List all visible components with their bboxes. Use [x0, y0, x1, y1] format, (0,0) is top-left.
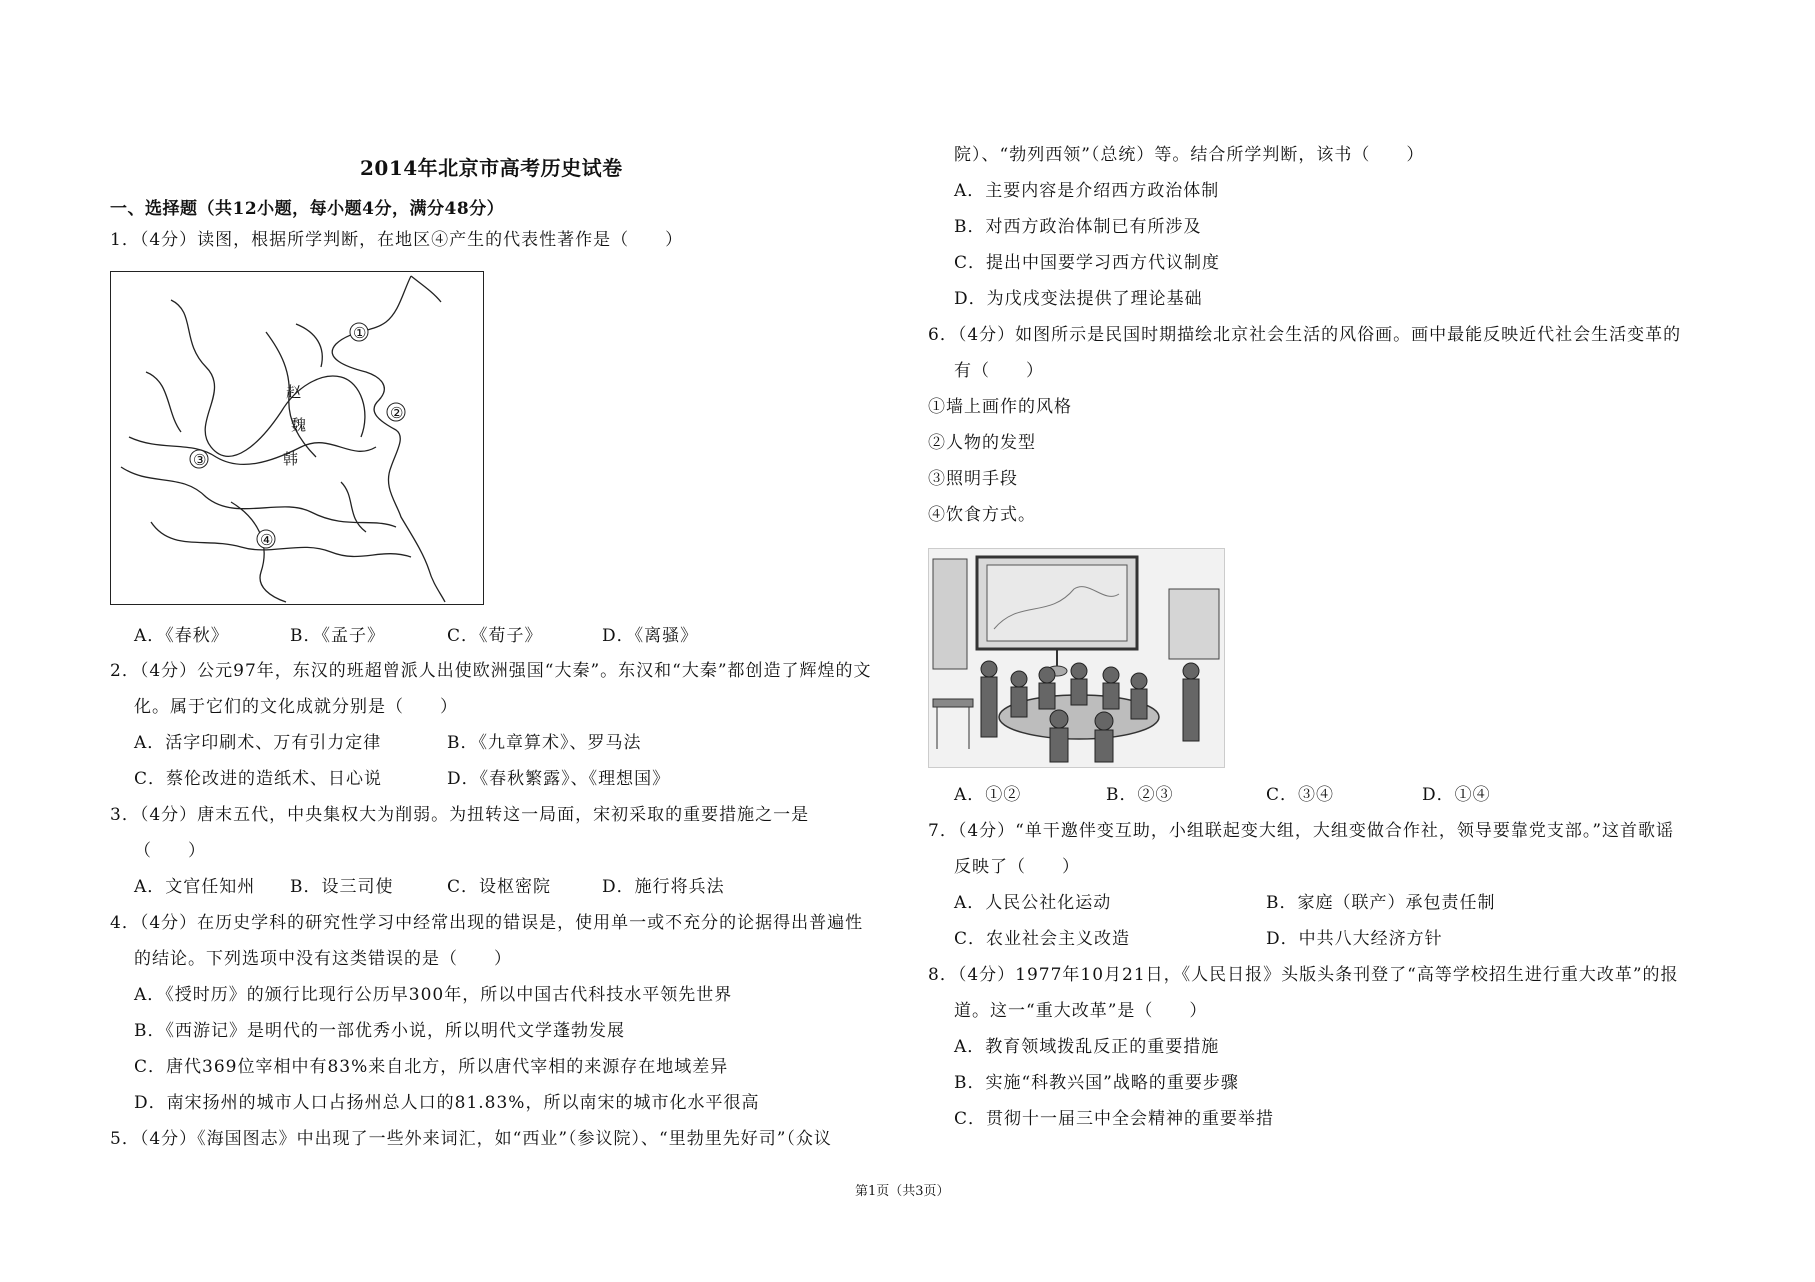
q7-stem-line2: 反映了（ ）	[954, 857, 1080, 877]
q5-option-c[interactable]: C．提出中国要学习西方代议制度	[954, 253, 1221, 273]
q3-option-a[interactable]: A．文官任知州	[134, 877, 256, 897]
q7-option-d[interactable]: D．中共八大经济方针	[1266, 929, 1443, 949]
map-label-1: ①	[353, 324, 367, 342]
q6-item-4: ④饮食方式。	[928, 505, 1036, 525]
q6-stem-line2: 有（ ）	[954, 361, 1044, 381]
q6-genre-painting	[928, 548, 1225, 768]
q8-option-c[interactable]: C．贯彻十一届三中全会精神的重要举措	[954, 1109, 1275, 1129]
exam-title: 2014年北京市高考历史试卷	[360, 156, 623, 180]
q3-stem-line1: 3．（4分）唐末五代，中央集权大为削弱。为扭转这一局面，宋初采取的重要措施之一是	[110, 805, 810, 825]
q6-item-1: ①墙上画作的风格	[928, 397, 1072, 417]
q1-stem: 1．（4分）读图，根据所学判断，在地区④产生的代表性著作是（ ）	[110, 230, 684, 250]
q7-option-a[interactable]: A．人民公社化运动	[954, 893, 1112, 913]
q8-option-b[interactable]: B．实施“科教兴国”战略的重要步骤	[954, 1073, 1239, 1093]
q1-option-a[interactable]: A．《春秋》	[134, 626, 229, 646]
map-label-2: ②	[390, 404, 404, 422]
q4-stem-line2: 的结论。下列选项中没有这类错误的是（ ）	[134, 949, 512, 969]
q6-option-d[interactable]: D．①④	[1422, 785, 1491, 805]
q4-option-b[interactable]: B．《西游记》是明代的一部优秀小说，所以明代文学蓬勃发展	[134, 1021, 625, 1041]
q3-stem-line2: （ ）	[134, 841, 206, 861]
q6-option-c[interactable]: C．③④	[1266, 785, 1335, 805]
q6-item-3: ③照明手段	[928, 469, 1018, 489]
q3-option-d[interactable]: D．施行将兵法	[602, 877, 725, 897]
q6-stem-line1: 6．（4分）如图所示是民国时期描绘北京社会生活的风俗画。画中最能反映近代社会生活变革的	[928, 325, 1682, 345]
q8-stem-line1: 8．（4分）1977年10月21日，《人民日报》头版头条刊登了“高等学校招生进行重大改革”的报	[928, 965, 1679, 985]
q5-option-b[interactable]: B．对西方政治体制已有所涉及	[954, 217, 1202, 237]
q2-stem-line2: 化。属于它们的文化成就分别是（ ）	[134, 697, 458, 717]
q3-option-c[interactable]: C．设枢密院	[447, 877, 552, 897]
q2-stem-line1: 2．（4分）公元97年，东汉的班超曾派人出使欧洲强国“大秦”。东汉和“大秦”都创造了辉煌的文	[110, 661, 872, 681]
painting-drawing	[929, 549, 1224, 767]
q4-stem-line1: 4．（4分）在历史学科的研究性学习中经常出现的错误是，使用单一或不充分的论据得出普遍性	[110, 913, 864, 933]
q2-option-b[interactable]: B．《九章算术》、罗马法	[447, 733, 642, 753]
map-label-4: ④	[260, 531, 274, 549]
q4-option-c[interactable]: C．唐代369位宰相中有83%来自北方，所以唐代宰相的来源存在地域差异	[134, 1057, 729, 1077]
q8-option-a[interactable]: A．教育领域拨乱反正的重要措施	[954, 1037, 1220, 1057]
q5-stem-line1: 5．（4分）《海国图志》中出现了一些外来词汇，如“西业”（参议院）、“里勃里先好司”（众议	[110, 1129, 832, 1149]
q4-option-a[interactable]: A．《授时历》的颁行比现行公历早300年，所以中国古代科技水平领先世界	[134, 985, 733, 1005]
q2-option-c[interactable]: C．蔡伦改进的造纸术、日心说	[134, 769, 383, 789]
q1-option-c[interactable]: C．《荀子》	[447, 626, 543, 646]
map-label-wei: 魏	[291, 416, 307, 434]
q5-option-a[interactable]: A．主要内容是介绍西方政治体制	[954, 181, 1220, 201]
q4-option-d[interactable]: D．南宋扬州的城市人口占扬州总人口的81.83%，所以南宋的城市化水平很高	[134, 1093, 760, 1113]
q6-item-2: ②人物的发型	[928, 433, 1036, 453]
q7-option-c[interactable]: C．农业社会主义改造	[954, 929, 1131, 949]
q5-stem-line2: 院）、“勃列西领”（总统）等。结合所学判断，该书（ ）	[954, 145, 1425, 165]
q2-option-a[interactable]: A．活字印刷术、万有引力定律	[134, 733, 382, 753]
map-label-3: ③	[193, 451, 207, 469]
q1-option-b[interactable]: B．《孟子》	[290, 626, 385, 646]
page-footer: 第1页（共3页）	[855, 1184, 950, 1199]
section-heading: 一、选择题（共12小题，每小题4分，满分48分）	[110, 199, 505, 219]
map-label-han: 韩	[283, 450, 299, 468]
map-drawing	[111, 272, 483, 604]
q6-option-a[interactable]: A．①②	[954, 785, 1022, 805]
q7-stem-line1: 7．（4分）“单干邀伴变互助，小组联起变大组，大组变做合作社，领导要靠党支部。”这首歌谣	[928, 821, 1675, 841]
q6-option-b[interactable]: B．②③	[1106, 785, 1174, 805]
q7-option-b[interactable]: B．家庭（联产）承包责任制	[1266, 893, 1496, 913]
q1-option-d[interactable]: D．《离骚》	[602, 626, 699, 646]
q8-stem-line2: 道。这一“重大改革”是（ ）	[954, 1001, 1208, 1021]
q1-map	[110, 271, 484, 605]
map-label-zhao: 赵	[286, 383, 302, 401]
q5-option-d[interactable]: D．为戊戌变法提供了理论基础	[954, 289, 1203, 309]
q2-option-d[interactable]: D．《春秋繁露》、《理想国》	[447, 769, 671, 789]
q3-option-b[interactable]: B．设三司使	[290, 877, 394, 897]
